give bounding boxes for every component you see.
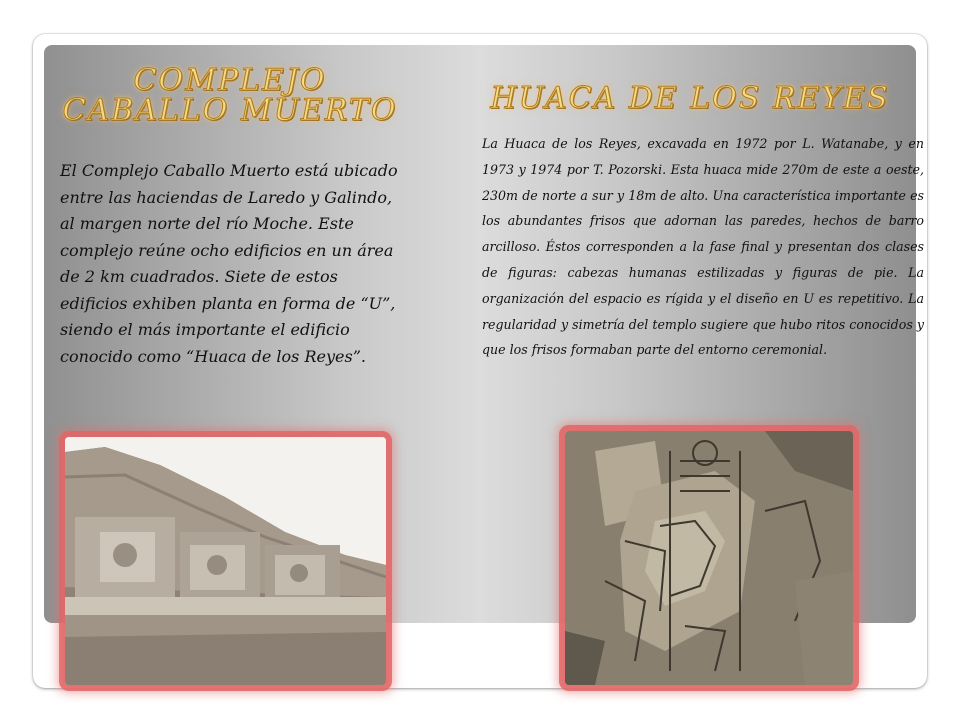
left-title: COMPLEJO CABALLO MUERTO [62,63,398,128]
left-body-text: El Complejo Caballo Muerto está ubicado entre las haciendas de Laredo y Galindo, al margen norte del río Moche. Este complejo reúne ocho edificios en un área de 2 km cuadrados. Siete de estos edificios exhiben planta en forma de “U”, siendo el más importante el edificio conocido como “Huaca de los Reyes”. [60,161,398,366]
right-title: HUACA DE LOS REYES [490,81,890,116]
adobe-friezes-photo [65,437,386,685]
carved-stone-relief-photo [565,431,853,685]
right-body-text: La Huaca de los Reyes, excavada en 1972 por L. Watanabe, y en 1973 y 1974 por T. Pozorski. Esta huaca mide 270m de este a oeste, 230m de norte a sur y 18m de alto. Una característica importante es los abundantes frisos que adornan las paredes, hechos de barro arcilloso. Éstos corresponden a la fase final y presentan dos clases de figuras: cabezas humanas estilizadas y figuras de pie. La organización del espacio es rígida y el diseño en U es repetitivo. La regularidad y simetría del templo sugiere que hubo ritos conocidos y que los frisos formaban parte del entorno ceremonial. [482,136,924,358]
